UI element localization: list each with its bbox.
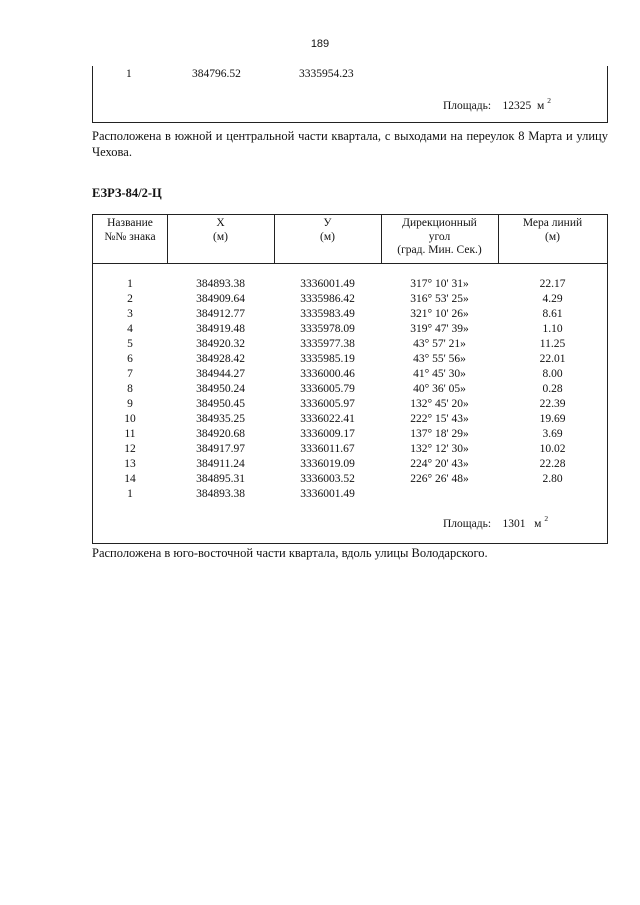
table-cell-d: 22.28	[539, 458, 566, 470]
table-cell-d: 3.69	[542, 428, 563, 440]
table-cell-a: 40° 36' 05»	[413, 383, 466, 395]
header-name: Название №№ знака	[104, 217, 156, 243]
table-row	[93, 443, 607, 458]
area-value: 12325	[502, 99, 532, 112]
table-cell-y: 3336022.41	[300, 413, 355, 425]
table-cell-d: 22.17	[539, 278, 566, 290]
table-cell-y: 3335985.19	[300, 353, 355, 365]
first-description: Расположена в южной и центральной части квартала, с выходами на переулок 8 Марта и улицу Чехова.	[92, 129, 608, 159]
header-y: У (м)	[320, 217, 335, 243]
table-row	[93, 458, 607, 473]
table-cell-d: 4.29	[542, 293, 563, 305]
table-cell-n: 1	[127, 488, 133, 500]
section-heading: ЕЗРЗ-84/2-Ц	[92, 186, 162, 200]
table-row	[93, 488, 607, 503]
table-cell-n: 9	[127, 398, 133, 410]
header-divider	[93, 263, 607, 264]
area-unit: м	[537, 99, 545, 112]
table-cell-x: 384912.77	[196, 308, 245, 320]
table-cell-d: 2.80	[542, 473, 563, 485]
table-cell-a: 226° 26' 48»	[410, 473, 469, 485]
table-cell-y: 3336001.49	[300, 488, 355, 500]
table-cell-y: 3335978.09	[300, 323, 355, 335]
first-table-row-y: 3335954.23	[299, 68, 354, 80]
first-table-end	[92, 66, 608, 123]
table-cell-x: 384909.64	[196, 293, 245, 305]
table-cell-y: 3336019.09	[300, 458, 355, 470]
table-cell-x: 384911.24	[196, 458, 245, 470]
table-cell-y: 3335986.42	[300, 293, 355, 305]
table-cell-x: 384893.38	[196, 488, 245, 500]
table-cell-x: 384950.24	[196, 383, 245, 395]
table-row	[93, 293, 607, 308]
table-cell-d: 19.69	[539, 413, 566, 425]
second-description: Расположена в юго-восточной части квартала, вдоль улицы Володарского.	[92, 546, 488, 560]
area-unit: м	[534, 517, 542, 530]
table-row	[93, 308, 607, 323]
header-line-length: Мера линий (м)	[522, 217, 583, 243]
table-cell-a: 132° 45' 20»	[410, 398, 469, 410]
area-label: Площадь:	[443, 99, 492, 112]
first-table-row-x: 384796.52	[192, 68, 241, 80]
table-cell-a: 316° 53' 25»	[410, 293, 469, 305]
table-cell-y: 3335983.49	[300, 308, 355, 320]
table-cell-x: 384935.25	[196, 413, 245, 425]
table-cell-x: 384920.68	[196, 428, 245, 440]
table-cell-d: 1.10	[542, 323, 563, 335]
table-cell-n: 12	[124, 443, 136, 455]
table-cell-d: 8.61	[542, 308, 563, 320]
table-cell-n: 14	[124, 473, 136, 485]
table-cell-a: 224° 20' 43»	[410, 458, 469, 470]
table-cell-x: 384917.97	[196, 443, 245, 455]
table-cell-n: 8	[127, 383, 133, 395]
area-exponent: 2	[544, 514, 549, 523]
table-cell-y: 3336001.49	[300, 278, 355, 290]
table-cell-d: 0.28	[542, 383, 563, 395]
table-cell-n: 4	[127, 323, 133, 335]
table-cell-n: 5	[127, 338, 133, 350]
area-value: 1301	[502, 517, 526, 530]
table-cell-y: 3336000.46	[300, 368, 355, 380]
table-cell-a: 321° 10' 26»	[410, 308, 469, 320]
table-row	[93, 278, 607, 293]
table-cell-y: 3336009.17	[300, 428, 355, 440]
table-cell-d: 8.00	[542, 368, 563, 380]
table-cell-a: 317° 10' 31»	[410, 278, 469, 290]
table-cell-x: 384893.38	[196, 278, 245, 290]
table-row	[93, 323, 607, 338]
table-cell-x: 384950.45	[196, 398, 245, 410]
table-cell-x: 384944.27	[196, 368, 245, 380]
page-number: 189	[310, 38, 330, 50]
table-cell-x: 384920.32	[196, 338, 245, 350]
table-row	[93, 413, 607, 428]
table-body	[93, 278, 607, 503]
table-cell-n: 3	[127, 308, 133, 320]
table-cell-x: 384895.31	[196, 473, 245, 485]
table-cell-a: 43° 57' 21»	[413, 338, 466, 350]
table-cell-x: 384919.48	[196, 323, 245, 335]
header-x: Х (м)	[213, 217, 228, 243]
table-cell-n: 13	[124, 458, 136, 470]
table-cell-a: 132° 12' 30»	[410, 443, 469, 455]
table-cell-n: 1	[127, 278, 133, 290]
second-table-area	[443, 515, 548, 530]
table-cell-y: 3335977.38	[300, 338, 355, 350]
table-row	[93, 383, 607, 398]
table-cell-d: 11.25	[539, 338, 566, 350]
first-table-row-number: 1	[126, 68, 132, 80]
table-cell-y: 3336003.52	[300, 473, 355, 485]
table-row	[93, 473, 607, 488]
table-cell-n: 6	[127, 353, 133, 365]
table-cell-n: 11	[124, 428, 136, 440]
header-direction-angle: Дирекционный угол (град. Мин. Сек.)	[397, 217, 482, 256]
table-cell-a: 43° 55' 56»	[413, 353, 466, 365]
area-exponent: 2	[547, 96, 551, 105]
table-row	[93, 338, 607, 353]
table-cell-a: 137° 18' 29»	[410, 428, 469, 440]
table-cell-y: 3336005.97	[300, 398, 355, 410]
table-cell-d: 10.02	[539, 443, 566, 455]
table-cell-n: 7	[127, 368, 133, 380]
table-cell-a: 41° 45' 30»	[413, 368, 466, 380]
table-cell-a: 319° 47' 39»	[410, 323, 469, 335]
table-cell-d: 22.39	[539, 398, 566, 410]
table-row	[93, 353, 607, 368]
first-table-area	[443, 97, 551, 112]
table-cell-a: 222° 15' 43»	[410, 413, 469, 425]
coordinates-table	[92, 214, 608, 544]
table-row	[93, 398, 607, 413]
table-cell-x: 384928.42	[196, 353, 245, 365]
table-row	[93, 368, 607, 383]
table-cell-n: 2	[127, 293, 133, 305]
table-cell-y: 3336011.67	[300, 443, 355, 455]
table-cell-y: 3336005.79	[300, 383, 355, 395]
table-cell-d: 22.01	[539, 353, 566, 365]
table-row	[93, 428, 607, 443]
table-cell-n: 10	[124, 413, 136, 425]
area-label: Площадь:	[443, 517, 492, 530]
